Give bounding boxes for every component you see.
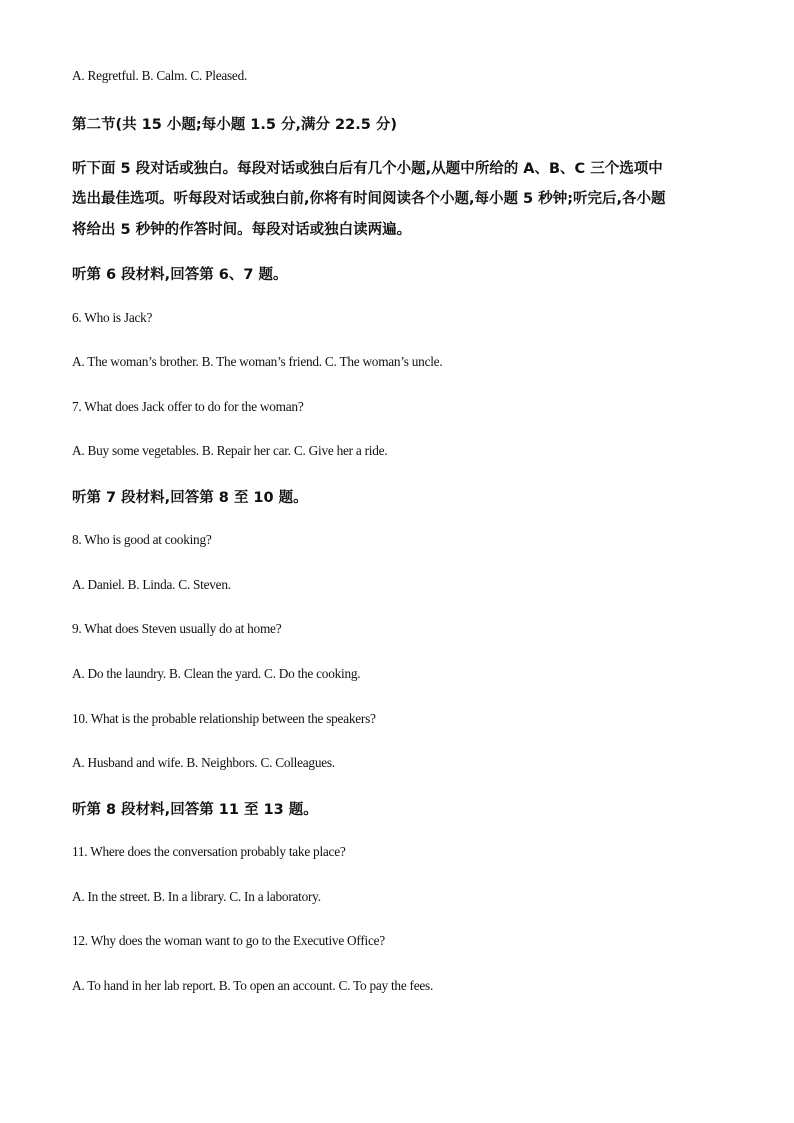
question-12: 12. Why does the woman want to go to the Executive Office? bbox=[72, 933, 385, 948]
question-10: 10. What is the probable relationship between the speakers? bbox=[72, 711, 376, 726]
question-10-options: A. Husband and wife. B. Neighbors. C. Colleagues. bbox=[72, 755, 335, 770]
question-11: 11. Where does the conversation probably take place? bbox=[72, 844, 346, 859]
material-6-heading: 听第 6 段材料,回答第 6、7 题。 bbox=[72, 267, 288, 283]
question-9: 9. What does Steven usually do at home? bbox=[72, 621, 282, 636]
question-7-options: A. Buy some vegetables. B. Repair her car. C. Give her a ride. bbox=[72, 443, 388, 458]
material-8-heading: 听第 8 段材料,回答第 11 至 13 题。 bbox=[72, 802, 318, 818]
question-9-options: A. Do the laundry. B. Clean the yard. C. Do the cooking. bbox=[72, 666, 361, 681]
instructions-line-1: 听下面 5 段对话或独白。每段对话或独白后有几个小题,从题中所给的 A、B、C 三个选项中 bbox=[72, 161, 663, 177]
question-6: 6. Who is Jack? bbox=[72, 310, 153, 325]
material-7-heading: 听第 7 段材料,回答第 8 至 10 题。 bbox=[72, 490, 308, 506]
question-8: 8. Who is good at cooking? bbox=[72, 532, 212, 547]
question-8-options: A. Daniel. B. Linda. C. Steven. bbox=[72, 577, 231, 592]
instructions-line-3: 将给出 5 秒钟的作答时间。每段对话或独白读两遍。 bbox=[72, 222, 412, 238]
question-11-options: A. In the street. B. In a library. C. In a laboratory. bbox=[72, 889, 321, 904]
question-7: 7. What does Jack offer to do for the woman? bbox=[72, 399, 304, 414]
q5-options: A. Regretful. B. Calm. C. Pleased. bbox=[72, 68, 248, 83]
question-12-options: A. To hand in her lab report. B. To open an account. C. To pay the fees. bbox=[72, 978, 434, 993]
question-6-options: A. The woman’s brother. B. The woman’s friend. C. The woman’s uncle. bbox=[72, 354, 443, 369]
section2-title: 第二节(共 15 小题;每小题 1.5 分,满分 22.5 分) bbox=[72, 117, 397, 133]
instructions-line-2: 选出最佳选项。听每段对话或独白前,你将有时间阅读各个小题,每小题 5 秒钟;听完后,各小题 bbox=[72, 191, 666, 207]
